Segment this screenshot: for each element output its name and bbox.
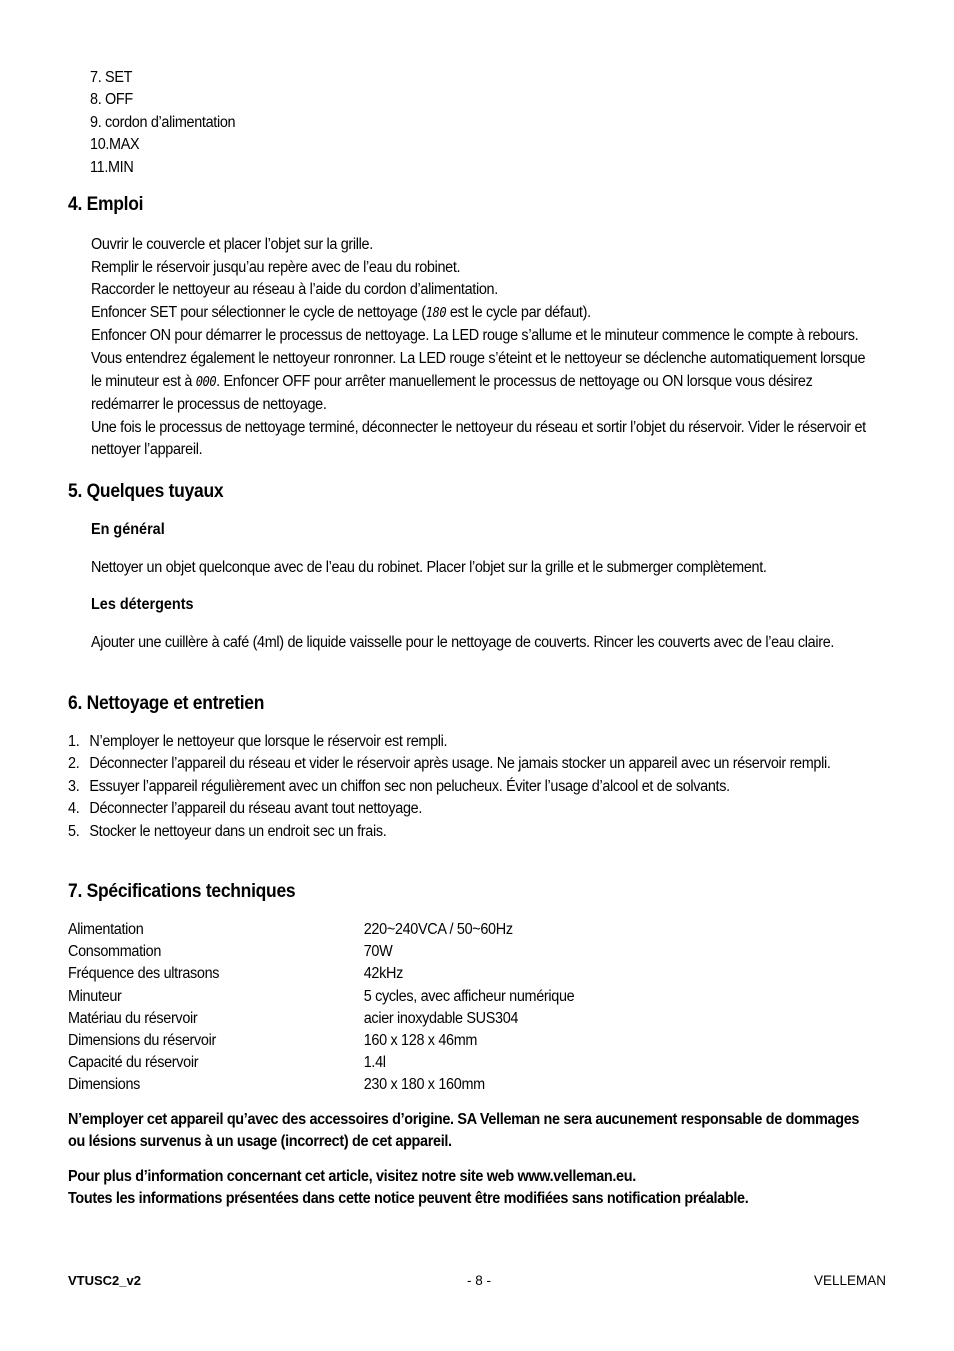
list-item — [68, 731, 868, 753]
table-row — [68, 986, 574, 1008]
final-instruction: Une fois le processus de nettoyage terminé, déconnecter le nettoyeur du réseau et sortir l’objet du réservoir. Vider le réservoir et nettoyer l’appareil. — [91, 418, 866, 459]
specifications-table — [68, 919, 574, 1097]
list-item: 8. OFF — [90, 91, 133, 109]
paragraph-line: Remplir le réservoir jusqu’au repère avec de l’eau du robinet. — [91, 258, 461, 276]
set-instruction — [91, 302, 877, 326]
spec-value: 42kHz — [363, 965, 403, 983]
footer-brand: VELLEMAN — [813, 1273, 886, 1288]
item-text: N’employer le nettoyeur que lorsque le réservoir est rempli. — [89, 733, 448, 750]
warning-notice: N’employer cet appareil qu’avec des accessoires d’origine. SA Velleman ne sera aucunement responsable de dommages ou lésions survenus à un usage (incorrect) de cet appareil. — [68, 1111, 860, 1151]
section-heading-emploi: 4. Emploi — [68, 194, 144, 215]
spec-label: Fréquence des ultrasons — [68, 965, 220, 983]
item-text: Déconnecter l’appareil du réseau et vider le réservoir après usage. Ne jamais stocker un appareil avec un réservoir rempli. — [89, 755, 831, 773]
footer-document-code: VTUSC2_v2 — [68, 1273, 141, 1288]
section-heading-tuyaux: 5. Quelques tuyaux — [68, 481, 224, 502]
table-row — [68, 1074, 574, 1096]
section-heading-specifications: 7. Spécifications techniques — [68, 881, 296, 902]
item-number: 1. — [68, 733, 80, 750]
spec-label: Consommation — [68, 943, 162, 961]
list-item — [68, 821, 868, 843]
info-notice — [68, 1166, 868, 1211]
continuation-list — [90, 67, 235, 179]
on-instruction — [91, 325, 877, 416]
subheading-detergents: Les détergents — [91, 596, 194, 613]
section-heading-entretien: 6. Nettoyage et entretien — [68, 693, 265, 714]
spec-value: 1.4l — [363, 1054, 386, 1072]
info-line-website: Pour plus d’information concernant cet article, visitez notre site web www.velleman.eu. — [68, 1168, 636, 1185]
spec-label: Alimentation — [68, 921, 144, 938]
list-item — [68, 776, 868, 798]
spec-label: Capacité du réservoir — [68, 1054, 199, 1072]
table-row — [68, 941, 574, 963]
item-text: Stocker le nettoyeur dans un endroit sec un frais. — [89, 822, 387, 840]
paragraph-line: Ouvrir le couvercle et placer l’objet sur la grille. — [91, 236, 373, 253]
table-row — [68, 1008, 574, 1030]
spec-label: Matériau du réservoir — [68, 1009, 198, 1027]
text-run: est le cycle par défaut). — [446, 303, 591, 321]
maintenance-list — [68, 731, 868, 843]
item-number: 2. — [68, 755, 80, 773]
list-item: 9. cordon d’alimentation — [90, 113, 236, 131]
item-text: Essuyer l’appareil régulièrement avec un chiffon sec non pelucheux. Éviter l’usage d’alcool et de solvants. — [89, 777, 730, 795]
general-text: Nettoyer un objet quelconque avec de l’eau du robinet. Placer l’objet sur la grille et le submerger complètement. — [91, 559, 767, 576]
paragraph-line: Raccorder le nettoyeur au réseau à l’aide du cordon d’alimentation. — [91, 281, 498, 299]
text-run: . Enfoncer OFF pour arrêter manuellement le processus de nettoyage ou ON lorsque vous désirez redémarrer le processus de nettoyage. — [91, 372, 813, 414]
spec-value: 5 cycles, avec afficheur numérique — [363, 987, 575, 1005]
footer-page-number: - 8 - — [467, 1273, 492, 1288]
item-number: 3. — [68, 777, 80, 795]
table-row — [68, 1052, 574, 1074]
item-number: 5. — [68, 822, 80, 840]
text-run: Enfoncer ON pour démarrer le processus de nettoyage. La LED rouge s’allume et le minuteur commence le compte à rebours. Vous entendrez également le nettoyeur ronronner. La LED rouge s’éteint et le nettoyeur se déclenche automatiquement lorsque le minuteur est à — [91, 327, 866, 390]
lcd-display-value: 180 — [425, 305, 447, 321]
item-text: Déconnecter l’appareil du réseau avant tout nettoyage. — [89, 800, 423, 818]
info-line-changes: Toutes les informations présentées dans cette notice peuvent être modifiées sans notification préalable. — [68, 1190, 749, 1208]
table-row — [68, 919, 574, 941]
list-item: 10.MAX — [90, 136, 140, 154]
spec-value: 160 x 128 x 46mm — [363, 1032, 478, 1050]
spec-value: acier inoxydable SUS304 — [363, 1009, 519, 1027]
lcd-display-value: 000 — [195, 374, 217, 390]
detergents-text: Ajouter une cuillère à café (4ml) de liquide vaisselle pour le nettoyage de couverts. Rincer les couverts avec de l’eau claire. — [91, 634, 835, 651]
emploi-body — [91, 234, 877, 462]
table-row — [68, 963, 574, 985]
spec-label: Dimensions — [68, 1076, 141, 1094]
list-item: 11.MIN — [90, 158, 134, 176]
table-row — [68, 1030, 574, 1052]
list-item — [68, 753, 868, 775]
spec-value: 220~240VCA / 50~60Hz — [363, 921, 513, 938]
spec-label: Dimensions du réservoir — [68, 1032, 216, 1050]
text-run: Enfoncer SET pour sélectionner le cycle de nettoyage ( — [91, 303, 426, 321]
list-item: 7. SET — [90, 69, 133, 86]
list-item — [68, 798, 868, 820]
spec-value: 70W — [363, 943, 393, 961]
subheading-general: En général — [91, 521, 165, 538]
spec-value: 230 x 180 x 160mm — [363, 1076, 485, 1094]
spec-label: Minuteur — [68, 987, 122, 1005]
item-number: 4. — [68, 800, 80, 818]
